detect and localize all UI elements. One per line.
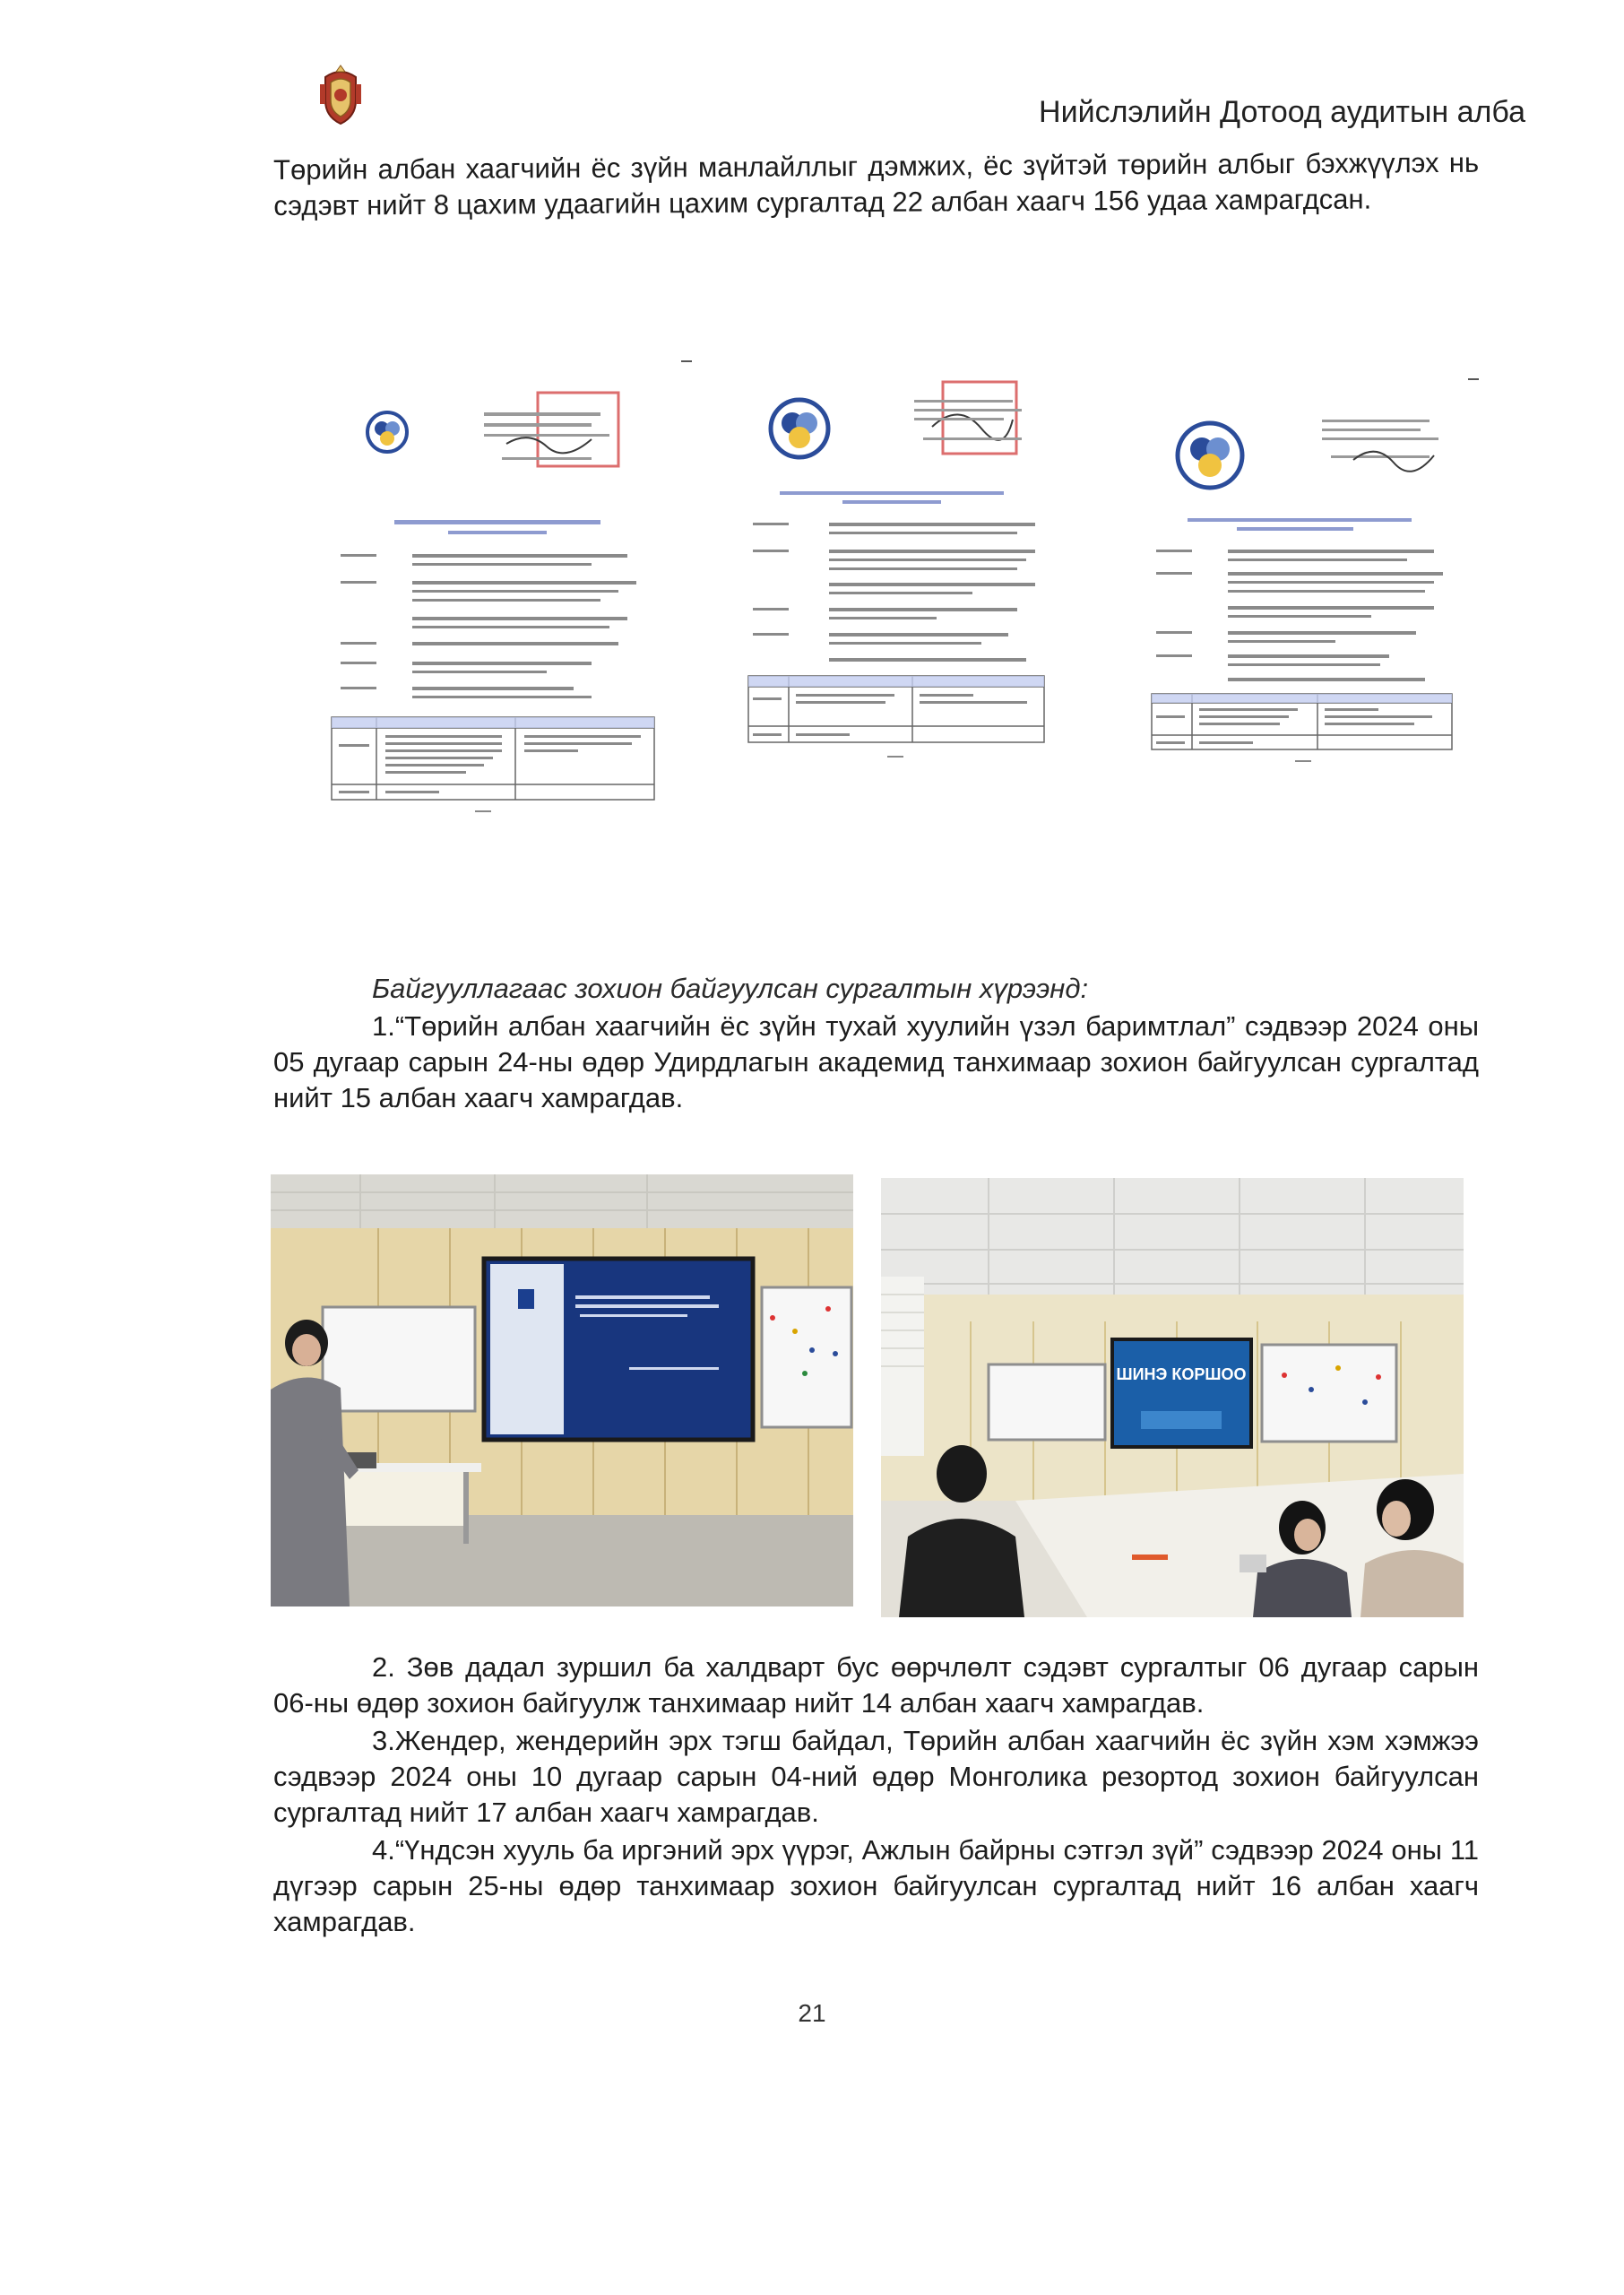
- stamp-icon: [538, 393, 618, 466]
- university-logo-icon: [367, 412, 407, 452]
- training-item-2: [273, 1650, 1479, 1721]
- organization-header: Нийслэлийн Дотоод аудитын алба: [1039, 95, 1525, 129]
- university-logo-icon: [771, 400, 828, 457]
- section-title: Байгууллагаас зохион байгуулсан сургалтын хүрээнд:: [372, 973, 1089, 1004]
- university-logo-icon: [1178, 423, 1242, 488]
- screen-title: ШИНЭ КОРШОО: [1116, 1365, 1247, 1383]
- page-number: 21: [798, 1999, 826, 2027]
- training-item-1: [273, 1009, 1479, 1116]
- training-item-text: 2. Зөв дадал зуршил ба халдварт бус өөрчлөлт сэдэвт сургалтыг 06 дугаар сарын 06-ны өдөр зохион байгуулж танхимаар нийт 14 албан хаагч хамрагдав.: [273, 1651, 1479, 1719]
- scan-mark: [1468, 378, 1479, 380]
- training-item-text: 1.“Төрийн албан хаагчийн ёс зүйн тухай хуулийн үзэл баримтлал” сэдвээр 2024 оны 05 дугаар сарын 24-ны өдөр Удирдлагын академид танхимаар зохион байгуулсан сургалтад нийт 15 албан хаагч хамрагдав.: [273, 1010, 1479, 1113]
- training-item-3: [273, 1723, 1479, 1831]
- training-item-text: 4.“Үндсэн хууль ба иргэний эрх үүрэг, Ажлын байрны сэтгэл зүй” сэдвээр 2024 оны 11 дүгээр сарын 25-ны өдөр танхимаар зохион байгуулсан сургалтад нийт 16 албан хаагч хамрагдав.: [273, 1834, 1479, 1937]
- certificate-scan-1: [323, 377, 663, 825]
- training-photo-1: [271, 1174, 853, 1606]
- intro-paragraph: Төрийн албан хаагчийн ёс зүйн манлайллыг дэмжих, ёс зүйтэй төрийн албыг бэхжүүлэх нь сэдэвт нийт 8 цахим удаагийн цахим сургалтад 22 албан хаагч 156 удаа хамрагдсан.: [273, 146, 1480, 221]
- training-item-text: 3.Жендер, жендерийн эрх тэгш байдал, Төрийн албан хаагчийн ёс зүйн хэм хэмжээ сэдвээр 2024 оны 10 дугаар сарын 04-ний өдөр Монголика резортод зохион байгуулсан сургалтад нийт 17 албан хаагч хамрагдав.: [273, 1725, 1479, 1828]
- presentation-screen: [1112, 1339, 1251, 1447]
- training-item-4: [273, 1832, 1479, 1940]
- emblem-icon: [318, 65, 363, 126]
- scan-mark: [681, 360, 692, 362]
- certificate-scan-2: [744, 375, 1049, 769]
- certificate-scan-3: [1147, 393, 1456, 769]
- training-photo-2: [881, 1178, 1464, 1617]
